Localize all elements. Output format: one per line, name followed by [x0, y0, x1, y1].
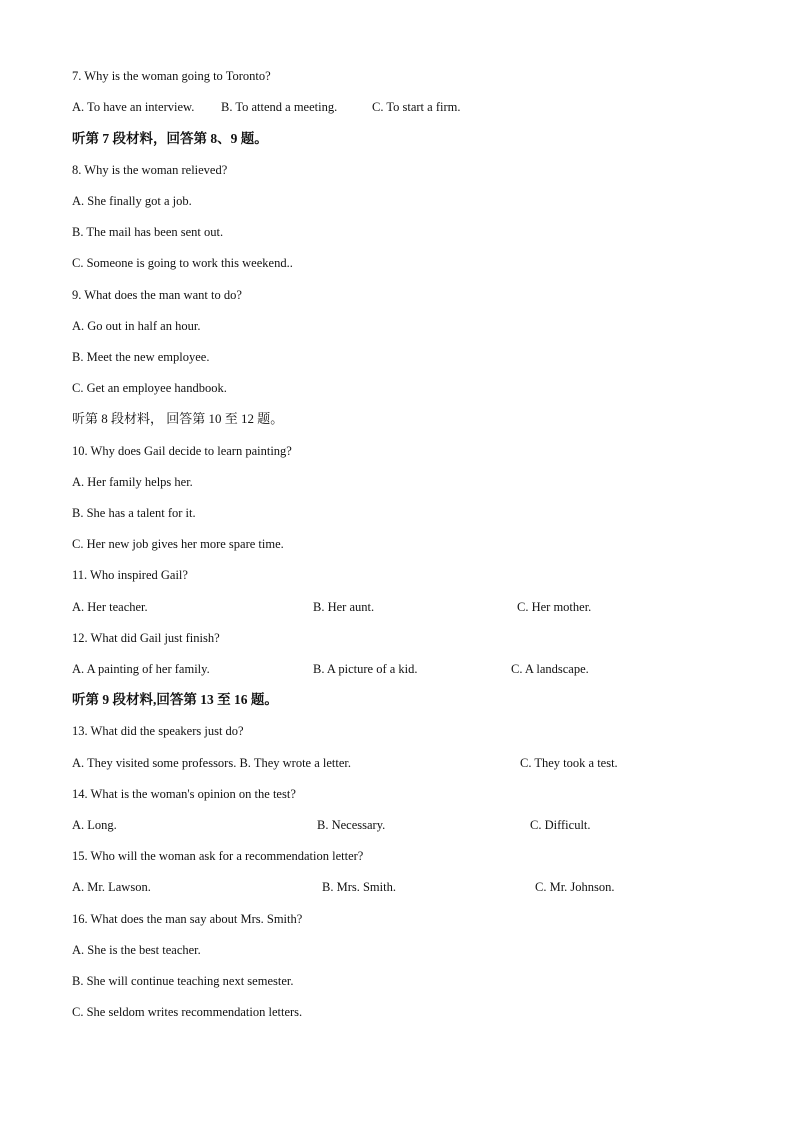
question-text: 11. Who inspired Gail?	[72, 568, 188, 582]
option-text: A. She is the best teacher.	[72, 943, 201, 957]
option-text: A. Her teacher.	[72, 600, 148, 614]
option-text: C. Her new job gives her more spare time.	[72, 537, 284, 551]
option-text: A. A painting of her family.	[72, 662, 210, 676]
option-text: C. A landscape.	[511, 662, 589, 676]
option-text: A. Go out in half an hour.	[72, 319, 201, 333]
option-text: B. She will continue teaching next semester.	[72, 974, 294, 988]
option-text: B. Mrs. Smith.	[322, 880, 396, 894]
option-text: B. The mail has been sent out.	[72, 225, 224, 239]
option-text: B. Necessary.	[317, 818, 386, 832]
section-heading: 听第 8 段材料， 回答第 10 至 12 题。	[72, 411, 284, 426]
option-text: C. Get an employee handbook.	[72, 381, 227, 395]
option-text: C. Her mother.	[517, 600, 592, 614]
question-text: 15. Who will the woman ask for a recommendation letter?	[72, 849, 364, 863]
question-text: 8. Why is the woman relieved?	[72, 163, 228, 177]
question-text: 14. What is the woman's opinion on the test?	[72, 787, 296, 801]
option-text: C. She seldom writes recommendation letters.	[72, 1005, 303, 1019]
section-heading: 听第 7 段材料，回答第 8、9 题。	[72, 131, 268, 146]
question-text: 16. What does the man say about Mrs. Smith?	[72, 912, 303, 926]
option-text: B. Meet the new employee.	[72, 350, 210, 364]
question-text: 13. What did the speakers just do?	[72, 724, 244, 738]
option-text: B. A picture of a kid.	[313, 662, 418, 676]
question-text: 10. Why does Gail decide to learn painting?	[72, 444, 292, 458]
option-text: A. They visited some professors. B. They wrote a letter.	[72, 756, 351, 770]
option-text: A. To have an interview.	[72, 100, 195, 114]
option-text: C. Difficult.	[530, 818, 591, 832]
option-text: C. Mr. Johnson.	[535, 880, 615, 894]
option-text: B. To attend a meeting.	[221, 100, 338, 114]
option-text: B. Her aunt.	[313, 600, 375, 614]
question-text: 7. Why is the woman going to Toronto?	[72, 69, 271, 83]
option-text: A. Long.	[72, 818, 117, 832]
option-text: B. She has a talent for it.	[72, 506, 196, 520]
section-heading: 听第 9 段材料,回答第 13 至 16 题。	[72, 692, 278, 707]
option-text: A. Her family helps her.	[72, 475, 193, 489]
option-text: C. To start a firm.	[372, 100, 461, 114]
option-text: A. She finally got a job.	[72, 194, 192, 208]
option-text: C. Someone is going to work this weekend..	[72, 256, 293, 270]
question-text: 12. What did Gail just finish?	[72, 631, 220, 645]
question-text: 9. What does the man want to do?	[72, 288, 242, 302]
option-text: C. They took a test.	[520, 756, 618, 770]
option-text: A. Mr. Lawson.	[72, 880, 151, 894]
